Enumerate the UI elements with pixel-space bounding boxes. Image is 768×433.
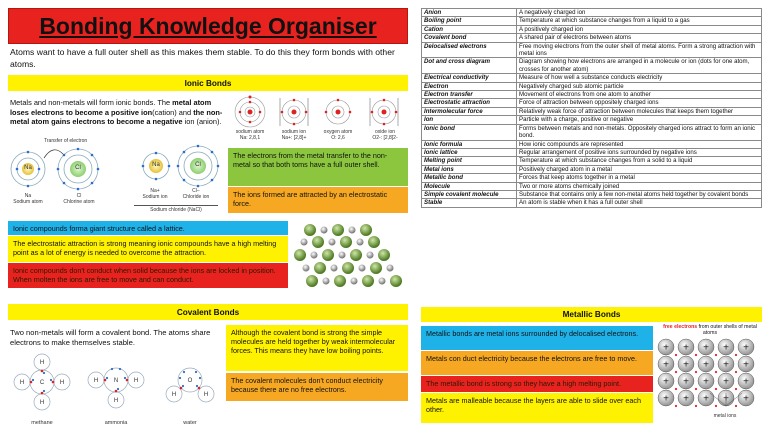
metallic-orange-box: Metals con duct electricity because the electrons are free to move. <box>421 351 653 375</box>
glossary-term: Stable <box>422 199 517 207</box>
na-ion-symbol: Na <box>152 162 160 168</box>
glossary-definition: Diagram showing how electrons are arranged in a molecule or ion (dots for one atom, crosses for another atom) <box>517 58 762 74</box>
svg-text:H: H <box>113 398 119 404</box>
glossary-row <box>422 140 762 148</box>
glossary-definition: Negatively charged sub atomic particle <box>517 82 762 90</box>
glossary-definition: A shared pair of electrons between atoms <box>517 34 762 42</box>
metallic-heading: Metallic Bonds <box>421 307 762 322</box>
svg-text:+: + <box>723 393 729 405</box>
shell-config: Na+: [2,8]+ <box>281 134 307 141</box>
ionic-paragraph <box>10 98 226 127</box>
page-title: Bonding Knowledge Organiser <box>39 12 377 39</box>
metal-ions-label: metal ions <box>713 413 737 419</box>
glossary-row <box>422 199 762 207</box>
ionic-green-box: The electrons from the metal transfer to the non-metal so that both toms have a full outer shell. <box>228 148 408 186</box>
delocalised-electron <box>715 371 717 373</box>
svg-text:H: H <box>93 378 99 384</box>
svg-text:+: + <box>743 393 749 405</box>
shell-config: O: 2,6 <box>331 134 345 141</box>
metallic-yellow-box: Metals are malleable because the layers are able to slide over each other. <box>421 393 653 423</box>
metal-ion <box>678 373 694 389</box>
glossary-term: Ionic lattice <box>422 148 517 156</box>
ionic-para-part: Metals and non-metals will form ionic bonds. The <box>10 98 173 107</box>
metal-ion <box>678 339 694 355</box>
delocalised-electron <box>735 388 737 390</box>
na-caption-text: Sodium atom <box>13 199 43 205</box>
glossary-row <box>422 190 762 198</box>
free-electrons-label: free electrons <box>663 324 698 330</box>
ionic-red-box: Ionic compounds don't conduct when solid because the ions are locked in position. When molten the ions are free to move and can conduct. <box>8 263 288 288</box>
svg-text:+: + <box>683 376 689 388</box>
metallic-diagram-caption <box>656 324 764 336</box>
shell-name: sodium atom <box>235 129 265 135</box>
shell-config: Na: 2,8,1 <box>239 134 261 141</box>
glossary-row <box>422 42 762 58</box>
metallic-structure-diagram <box>656 338 764 424</box>
cl-symbol: Cl <box>75 165 81 171</box>
cl-caption-symbol: Cl <box>76 193 82 199</box>
glossary-term: Ionic formula <box>422 140 517 148</box>
shell-oxide-ion <box>362 130 408 141</box>
ionic-para-bold: the non-metal atom gains electrons to become a negative <box>10 107 223 127</box>
glossary-term: Simple covalent molecule <box>422 190 517 198</box>
ionic-blue-box: Ionic compounds forma giant structure called a lattice. <box>8 221 288 235</box>
metal-ion <box>718 373 734 389</box>
metal-ion <box>678 390 694 406</box>
glossary-term: Ionic bond <box>422 124 517 140</box>
glossary-definition: Temperature at which substance changes from a liquid to a gas <box>517 17 762 25</box>
ionic-para-part: ion (anion). <box>182 117 222 127</box>
glossary-definition: Free moving electrons from the outer shell of metal atoms. Form a strong attraction with metal ions <box>517 42 762 58</box>
glossary-definition: A negatively charged ion <box>517 9 762 17</box>
svg-text:+: + <box>663 342 669 354</box>
delocalised-electron <box>675 388 677 390</box>
free-electrons-label-rest: from outer shells of metal atoms <box>697 324 757 336</box>
svg-text:C: C <box>39 380 45 386</box>
glossary-term: Delocalised electrons <box>422 42 517 58</box>
glossary-row <box>422 107 762 115</box>
cl-ion-caption-symbol: Cl− <box>192 188 200 194</box>
glossary-row <box>422 17 762 25</box>
ionic-para-part: (cation) and <box>152 107 194 117</box>
delocalised-electron <box>695 388 697 390</box>
intro-text: Atoms want to have a full outer shell as this makes them stable. To do this they form bonds with other atoms. <box>10 47 395 69</box>
svg-text:+: + <box>703 342 709 354</box>
metal-ion <box>658 356 674 372</box>
na-ion-caption-text: Sodium ion <box>142 194 168 200</box>
na-symbol: Na <box>24 165 32 171</box>
glossary-term: Metal ions <box>422 165 517 173</box>
glossary-definition: A positively charged ion <box>517 25 762 33</box>
svg-text:H: H <box>39 400 45 406</box>
ionic-yellow-box: The electrostatic attraction is strong meaning ionic compounds have a high melting point as a lot of energy is needed to overcome the attraction. <box>8 236 288 262</box>
svg-text:H: H <box>19 380 25 386</box>
water-label: water <box>183 420 197 426</box>
metal-ion <box>658 339 674 355</box>
shell-oxygen-atom <box>316 130 360 141</box>
glossary-row <box>422 116 762 124</box>
glossary-row <box>422 157 762 165</box>
svg-text:H: H <box>171 392 177 398</box>
delocalised-electron <box>735 405 737 407</box>
ionic-heading: Ionic Bonds <box>8 75 408 91</box>
svg-text:+: + <box>723 376 729 388</box>
metal-ion <box>658 373 674 389</box>
svg-text:H: H <box>39 360 45 366</box>
cl-ion-caption <box>174 188 218 200</box>
title-banner <box>8 8 408 44</box>
delocalised-electron <box>675 354 677 356</box>
glossary-term: Melting point <box>422 157 517 165</box>
glossary-definition: Temperature at which substance changes from a solid to a liquid <box>517 157 762 165</box>
glossary-definition: Regular arrangement of positive ions surrounded by negative ions <box>517 148 762 156</box>
shell-name: oxygen atom <box>323 129 353 135</box>
svg-text:+: + <box>723 359 729 371</box>
glossary-term: Ion <box>422 116 517 124</box>
glossary-row <box>422 174 762 182</box>
svg-text:+: + <box>703 376 709 388</box>
metallic-blue-box: Metallic bonds are metal ions surrounded by delocalised electrons. <box>421 326 653 350</box>
glossary-term: Electron transfer <box>422 91 517 99</box>
glossary-definition: An atom is stable when it has a full outer shell <box>517 199 762 207</box>
glossary-row <box>422 34 762 42</box>
covalent-heading: Covalent Bonds <box>8 304 408 320</box>
svg-text:+: + <box>743 342 749 354</box>
shell-name: sodium ion <box>281 129 307 135</box>
glossary-definition: Forms between metals and non-metals. Oppositely charged ions attract to form an ionic bond. <box>517 124 762 140</box>
delocalised-electron <box>735 354 737 356</box>
glossary-row <box>422 182 762 190</box>
na-ion-caption <box>134 188 176 200</box>
svg-text:+: + <box>663 376 669 388</box>
metal-ion <box>738 390 754 406</box>
glossary-term: Electrical conductivity <box>422 74 517 82</box>
compound-caption: Sodium chloride (NaCl) <box>134 205 218 213</box>
metallic-red-box: The metallic bond is strong so they have a high melting point. <box>421 376 653 392</box>
na-caption <box>8 193 48 205</box>
cl-caption <box>55 193 103 205</box>
svg-text:N: N <box>113 378 119 384</box>
glossary-row <box>422 82 762 90</box>
metal-ion <box>678 356 694 372</box>
delocalised-electron <box>675 405 677 407</box>
glossary-definition: Two or more atoms chemically joined <box>517 182 762 190</box>
svg-text:+: + <box>663 393 669 405</box>
cl-ion-symbol: Cl <box>195 162 201 168</box>
delocalised-electron <box>715 354 717 356</box>
glossary-definition: Substance that contains only a few non-metal atoms held together by covalent bonds <box>517 190 762 198</box>
glossary-definition: Movement of electrons from one atom to another <box>517 91 762 99</box>
methane-label: methane <box>31 420 53 426</box>
delocalised-electron <box>675 371 677 373</box>
svg-text:H: H <box>133 378 139 384</box>
glossary-definition: Measure of how well a substance conducts electricity <box>517 74 762 82</box>
glossary-body <box>422 9 762 208</box>
metal-ion <box>718 339 734 355</box>
glossary-row <box>422 9 762 17</box>
shell-config: O2-: [2,8]2- <box>372 134 398 141</box>
glossary-term: Dot and cross diagram <box>422 58 517 74</box>
keyword-glossary-table <box>421 8 762 208</box>
glossary-term: Boiling point <box>422 17 517 25</box>
svg-text:O: O <box>187 378 193 384</box>
ionic-para-bold: metal atom loses electrons to become a positive ion <box>10 98 212 117</box>
ionic-lattice-image <box>292 218 408 292</box>
covalent-orange-box: The covalent molecules don't conduct electricity because there are no free electrons. <box>226 373 408 401</box>
svg-text:+: + <box>743 359 749 371</box>
glossary-term: Anion <box>422 9 517 17</box>
delocalised-electron <box>735 371 737 373</box>
cl-ion-caption-text: Chloride ion <box>182 194 210 200</box>
glossary-definition: Positively charged atom in a metal <box>517 165 762 173</box>
glossary-row <box>422 99 762 107</box>
glossary-definition: How ionic compounds are represented <box>517 140 762 148</box>
glossary-row <box>422 91 762 99</box>
metal-ion <box>738 339 754 355</box>
na-caption-symbol: Na <box>24 193 32 199</box>
metal-ion <box>698 373 714 389</box>
shell-name: oxide ion <box>374 129 395 135</box>
metal-ion <box>698 390 714 406</box>
glossary-row <box>422 124 762 140</box>
glossary-term: Intermolecular force <box>422 107 517 115</box>
glossary-row <box>422 58 762 74</box>
glossary-term: Electron <box>422 82 517 90</box>
metal-ion <box>738 373 754 389</box>
metal-ion <box>658 390 674 406</box>
svg-text:H: H <box>59 380 65 386</box>
metal-ion <box>738 356 754 372</box>
glossary-definition: Particle with a charge, positive or negative <box>517 116 762 124</box>
glossary-definition: Force of attraction between oppositely charged ions <box>517 99 762 107</box>
glossary-term: Cation <box>422 25 517 33</box>
na-ion-caption-symbol: Na+ <box>150 188 160 194</box>
metal-ion <box>718 356 734 372</box>
covalent-molecule-diagrams <box>8 350 228 422</box>
svg-text:+: + <box>703 393 709 405</box>
svg-text:+: + <box>683 393 689 405</box>
svg-text:+: + <box>683 342 689 354</box>
metal-ion <box>698 356 714 372</box>
glossary-term: Metallic bond <box>422 174 517 182</box>
cl-caption-text: Chlorine atom <box>63 199 95 205</box>
glossary-definition: Relatively weak force of attraction between molecules that keeps them together <box>517 107 762 115</box>
metal-ion <box>698 339 714 355</box>
shell-sodium-atom <box>228 130 272 141</box>
ionic-orange-box: The ions formed are attracted by an electrostatic force. <box>228 187 408 213</box>
covalent-paragraph: Two non-metals will form a covalent bond. The atoms share electrons to make themselves stable. <box>10 328 211 347</box>
glossary-term: Covalent bond <box>422 34 517 42</box>
glossary-term: Electrostatic attraction <box>422 99 517 107</box>
ammonia-label: ammonia <box>104 420 128 426</box>
covalent-yellow-box: Although the covalent bond is strong the simple molecules are held together by weak intermolecular forces. This means they have low boiling points. <box>226 325 408 371</box>
svg-text:+: + <box>723 342 729 354</box>
glossary-row <box>422 165 762 173</box>
transfer-label: Transfer of electron <box>44 138 88 144</box>
svg-text:+: + <box>743 376 749 388</box>
glossary-term: Molecule <box>422 182 517 190</box>
shell-sodium-ion <box>272 130 316 141</box>
delocalised-electron <box>695 371 697 373</box>
svg-text:+: + <box>683 359 689 371</box>
glossary-row <box>422 25 762 33</box>
delocalised-electron <box>715 405 717 407</box>
glossary-row <box>422 74 762 82</box>
glossary-row <box>422 148 762 156</box>
delocalised-electron <box>695 354 697 356</box>
svg-text:+: + <box>703 359 709 371</box>
svg-text:+: + <box>663 359 669 371</box>
delocalised-electron <box>715 388 717 390</box>
glossary-definition: Forces that keep atoms together in a metal <box>517 174 762 182</box>
delocalised-electron <box>695 405 697 407</box>
svg-text:H: H <box>203 392 209 398</box>
